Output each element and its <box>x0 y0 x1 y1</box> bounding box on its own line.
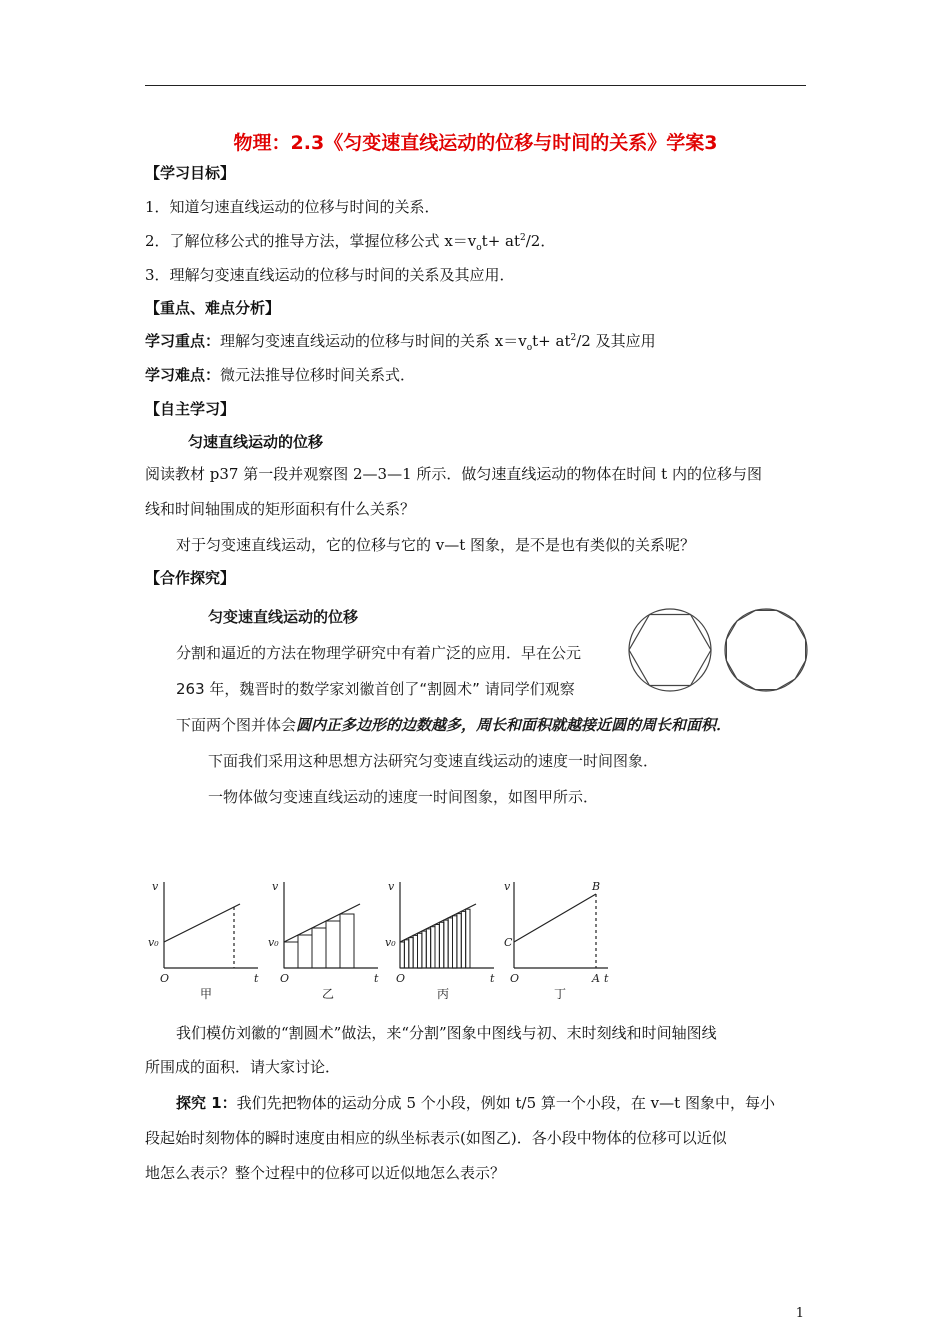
graph-ding-a-label: A <box>592 972 600 985</box>
step-rect <box>461 911 465 968</box>
subheading-uniform-motion: 匀速直线运动的位移 <box>188 433 324 451</box>
step-rect <box>431 927 435 968</box>
graph-ding-line <box>514 894 596 942</box>
step-rect <box>340 914 354 968</box>
difficulty: 学习难点：微元法推导位移时间关系式． <box>145 366 416 384</box>
page-title: 物理：2.3《匀变速直线运动的位移与时间的关系》学案3 <box>233 132 718 154</box>
section-learning-goals: 【学习目标】 <box>145 164 236 182</box>
graph-bing-line <box>400 904 476 942</box>
graph-bing-caption: 丙 <box>437 987 450 1001</box>
header-rule <box>145 85 806 86</box>
scan-line-1: 分割和逼近的方法在物理学研究中有着广泛的应用．早在公元 <box>176 644 582 662</box>
scan-line-5: 一物体做匀变速直线运动的速度一时间图象，如图甲所示． <box>208 788 599 806</box>
scan-heading: 匀变速直线运动的位移 <box>208 608 359 626</box>
step-rect <box>439 922 443 968</box>
step-rect <box>448 918 452 968</box>
page-number: 1 <box>795 1306 804 1321</box>
circle-hexagon <box>629 609 711 691</box>
graph-jia-t-label: t <box>254 972 259 985</box>
section-cooperative: 【合作探究】 <box>145 569 236 587</box>
goal-2: 2．了解位移公式的推导方法，掌握位移公式 $x=v_ot+ at^2/2$． <box>145 232 556 253</box>
para1-line-2: 所围成的面积．请大家讨论． <box>145 1058 341 1076</box>
graph-ding-caption: 丁 <box>554 987 567 1001</box>
step-rect <box>413 935 417 968</box>
scan-line-4: 下面我们采用这种思想方法研究匀变速直线运动的速度一时间图象． <box>208 752 659 770</box>
graph-bing-origin: O <box>396 972 406 985</box>
inscribed-dodecagon <box>726 610 805 689</box>
graph-yi-origin: O <box>280 972 290 985</box>
step-rect <box>435 925 439 969</box>
step-rect <box>457 914 461 968</box>
section-self-study: 【自主学习】 <box>145 400 236 418</box>
graph-bing-rectangles <box>400 909 470 968</box>
explore-line-1: 探究 1：我们先把物体的运动分成 5 个小段，例如 t/5 算一个小段，在 v—t 图象中，每小 <box>176 1094 775 1112</box>
graph-ding-v-label: v <box>504 880 511 893</box>
step-rect <box>444 920 448 968</box>
graph-yi-v-label: v <box>272 880 279 893</box>
section-key-points: 【重点、难点分析】 <box>145 299 281 317</box>
graph-bing-v-label: v <box>388 880 395 893</box>
step-rect <box>418 933 422 968</box>
graph-jia-line <box>164 904 240 942</box>
graph-ding-b-label: B <box>592 880 601 893</box>
graph-jia-v-label: v <box>152 880 159 893</box>
graph-ding-c-label: C <box>504 936 513 949</box>
step-rect <box>400 942 404 968</box>
step-rect <box>284 942 298 968</box>
graph-jia-v0-label: v₀ <box>148 936 159 949</box>
graph-ding-origin: O <box>510 972 520 985</box>
graph-yi-t-label: t <box>374 972 379 985</box>
graph-jia-origin: O <box>160 972 170 985</box>
graph-yi-v0-label: v₀ <box>268 936 279 949</box>
inscribed-hexagon <box>629 615 711 686</box>
step-rect <box>453 916 457 968</box>
step-rect <box>298 935 312 968</box>
step-rect <box>409 938 413 968</box>
scan-line-3: 下面两个图并体会圆内正多边形的边数越多，周长和面积就越接近圆的周长和面积． <box>176 716 732 734</box>
step-rect <box>426 929 430 968</box>
step-rect <box>312 928 326 968</box>
para1-line-1: 我们模仿刘徽的“割圆术”做法，来“分割”图象中图线与初、末时刻线和时间轴图线 <box>176 1024 717 1042</box>
question-line: 对于匀变速直线运动，它的位移与它的 v—t 图象，是不是也有类似的关系呢？ <box>176 536 696 554</box>
reading-line-1: 阅读教材 p37 第一段并观察图 2—3—1 所示．做匀速直线运动的物体在时间 t 内的位移与图 <box>145 465 762 483</box>
step-rect <box>422 931 426 968</box>
key-point: 学习重点：理解匀变速直线运动的位移与时间的关系 $x=v_ot+ at^2/2$ 及其应用 <box>145 332 656 353</box>
explore-line-2: 段起始时刻物体的瞬时速度由相应的纵坐标表示(如图乙)．各小段中物体的位移可以近似 <box>145 1129 727 1147</box>
graph-yi-rectangles <box>284 914 354 968</box>
graph-bing-t-label: t <box>490 972 495 985</box>
step-rect <box>404 940 408 968</box>
goal-1: 1．知道匀速直线运动的位移与时间的关系． <box>145 198 440 216</box>
scan-line-2: 263 年，魏晋时的数学家刘徽首创了“割圆术” 请同学们观察 <box>176 680 575 698</box>
step-rect <box>326 921 340 968</box>
reading-line-2: 线和时间轴围成的矩形面积有什么关系？ <box>145 500 416 518</box>
graph-ding-t-label: t <box>604 972 609 985</box>
goal-3: 3．理解匀变速直线运动的位移与时间的关系及其应用． <box>145 266 515 284</box>
graph-yi-line <box>284 904 360 942</box>
graph-bing-v0-label: v₀ <box>385 936 396 949</box>
vt-graphs-figure <box>142 876 642 1002</box>
inscribed-polygons-figure <box>628 604 808 696</box>
graph-yi-caption: 乙 <box>322 987 335 1001</box>
explore-line-3: 地怎么表示？整个过程中的位移可以近似地怎么表示？ <box>145 1164 506 1182</box>
step-rect <box>466 909 470 968</box>
graph-jia-caption: 甲 <box>200 987 213 1001</box>
